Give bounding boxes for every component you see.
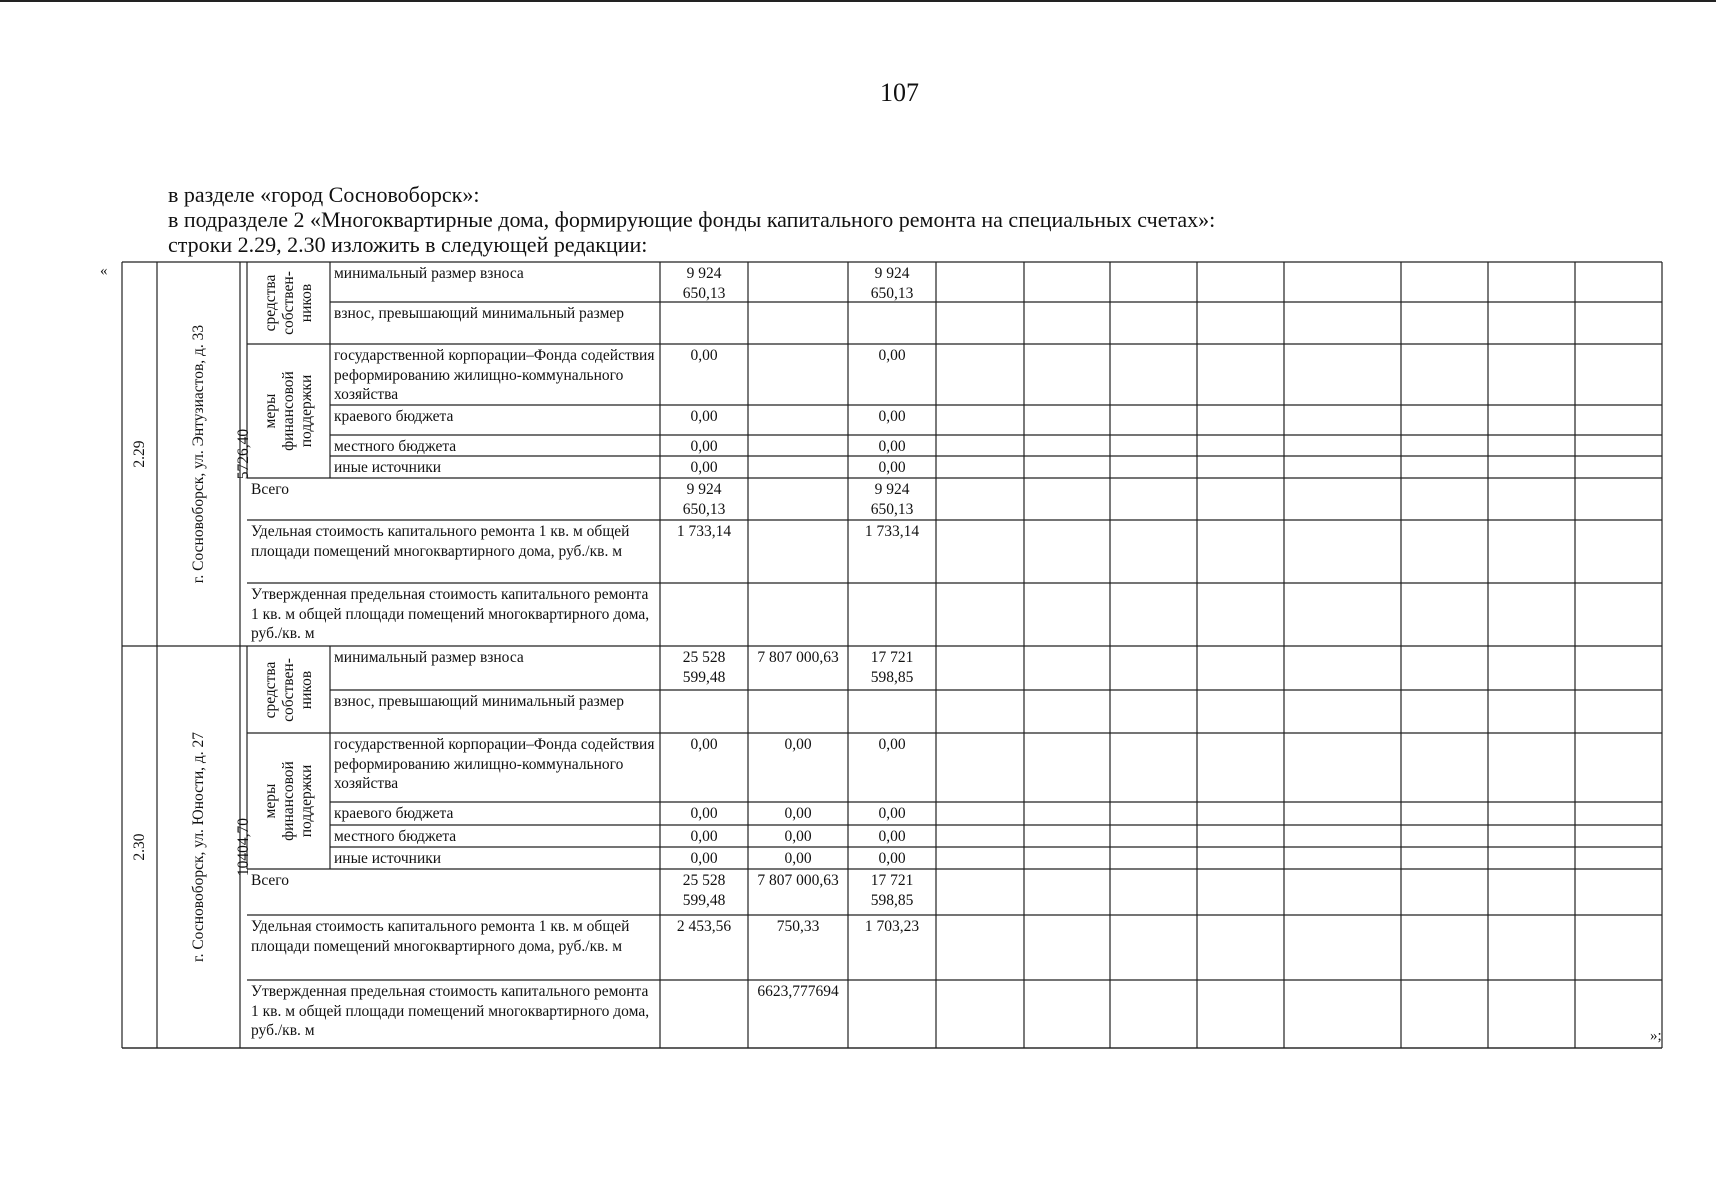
value-fund-0: 0,00	[690, 736, 718, 753]
owners-funds-label: средства собствен- ников	[261, 657, 315, 722]
value-min-2: 17 721 598,85	[870, 649, 914, 686]
value-fund-2: 0,00	[878, 347, 906, 364]
value-min-0: 9 924 650,13	[682, 265, 726, 301]
value-other-0: 0,00	[690, 459, 718, 476]
value-total-2: 17 721 598,85	[870, 872, 914, 909]
value-local-1	[752, 437, 844, 455]
value-unit-0: 1 733,14	[676, 523, 732, 540]
value-limit-1	[752, 585, 844, 645]
value-local-0: 0,00	[690, 438, 718, 455]
value-unit-1: 750,33	[776, 918, 820, 935]
value-unit-0: 2 453,56	[676, 918, 732, 935]
value-total-0: 25 528 599,48	[682, 872, 726, 909]
value-unit-2: 1 703,23	[864, 918, 920, 935]
row-label-total: Всего	[251, 481, 290, 498]
value-min-0: 25 528 599,48	[682, 649, 726, 686]
value-local-0: 0,00	[690, 828, 718, 845]
opening-quote: «	[100, 263, 108, 279]
row-area: 10404,70	[234, 817, 252, 877]
intro-section: в разделе «город Сосновоборск»:	[168, 182, 480, 207]
row-number-2.29: 2.29	[130, 440, 148, 468]
financial-support-label: меры финансовой поддержки	[261, 371, 315, 451]
value-fund-2: 0,00	[878, 736, 906, 753]
source-label-min: минимальный размер взноса	[334, 649, 524, 666]
value-fund-0: 0,00	[690, 347, 718, 364]
value-min-2: 9 924 650,13	[870, 265, 914, 301]
value-limit-2	[852, 585, 932, 645]
value-local-1: 0,00	[784, 828, 812, 845]
source-label-other: иные источники	[334, 459, 442, 476]
value-excess-1	[752, 692, 844, 732]
source-label-excess: взнос, превышающий минимальный размер	[334, 305, 625, 322]
row-address: г. Сосновоборск, ул. Юности, д. 27	[189, 731, 207, 963]
value-limit-0	[664, 585, 744, 645]
value-total-1: 7 807 000,63	[757, 872, 839, 889]
financial-support-label: меры финансовой поддержки	[261, 761, 315, 841]
value-min-1: 7 807 000,63	[757, 649, 839, 666]
source-label-min: минимальный размер взноса	[334, 265, 524, 282]
value-min-1	[752, 264, 844, 301]
value-total-2: 9 924 650,13	[870, 481, 914, 518]
source-label-regional: краевого бюджета	[334, 408, 454, 425]
value-excess-2	[852, 304, 932, 343]
source-label-other: иные источники	[334, 850, 442, 867]
value-excess-0	[664, 304, 744, 343]
page-number: 107	[880, 78, 919, 107]
source-label-fund: государственной корпорации–Фонда содействия реформированию жилищно-коммунального хозяйства	[334, 347, 655, 403]
intro-subsection: в подразделе 2 «Многоквартирные дома, формирующие фонды капитального ремонта на специальных счетах»:	[168, 207, 1216, 232]
row-label-limit: Утвержденная предельная стоимость капитального ремонта 1 кв. м общей площади помещений многоквартирного дома, руб./кв. м	[251, 983, 650, 1039]
value-local-2: 0,00	[878, 438, 906, 455]
value-excess-2	[852, 692, 932, 732]
source-label-fund: государственной корпорации–Фонда содействия реформированию жилищно-коммунального хозяйства	[334, 736, 655, 792]
value-regional-1: 0,00	[784, 805, 812, 822]
value-other-2: 0,00	[878, 459, 906, 476]
value-fund-1	[752, 346, 844, 404]
row-area: 5726,40	[234, 428, 252, 480]
value-limit-0	[664, 982, 744, 1047]
source-label-local: местного бюджета	[334, 828, 457, 845]
value-regional-0: 0,00	[690, 805, 718, 822]
value-unit-1	[752, 522, 844, 582]
row-number-2.30: 2.30	[130, 833, 148, 861]
value-other-1	[752, 458, 844, 477]
row-address: г. Сосновоборск, ул. Энтузиастов, д. 33	[189, 324, 207, 584]
value-unit-2: 1 733,14	[864, 523, 920, 540]
value-regional-0: 0,00	[690, 408, 718, 425]
value-fund-1: 0,00	[784, 736, 812, 753]
value-regional-1	[752, 407, 844, 434]
row-label-total: Всего	[251, 872, 290, 889]
source-label-local: местного бюджета	[334, 438, 457, 455]
value-local-2: 0,00	[878, 828, 906, 845]
source-label-regional: краевого бюджета	[334, 805, 454, 822]
source-label-excess: взнос, превышающий минимальный размер	[334, 693, 625, 710]
row-label-unit: Удельная стоимость капитального ремонта 1 кв. м общей площади помещений многоквартирного дома, руб./кв. м	[251, 523, 630, 560]
value-total-0: 9 924 650,13	[682, 481, 726, 518]
value-excess-1	[752, 304, 844, 343]
value-limit-2	[852, 982, 932, 1047]
owners-funds-label: средства собствен- ников	[261, 271, 315, 335]
value-excess-0	[664, 692, 744, 732]
value-regional-2: 0,00	[878, 408, 906, 425]
value-regional-2: 0,00	[878, 805, 906, 822]
value-other-0: 0,00	[690, 850, 718, 867]
value-total-1	[752, 480, 844, 519]
row-label-limit: Утвержденная предельная стоимость капитального ремонта 1 кв. м общей площади помещений многоквартирного дома, руб./кв. м	[251, 586, 650, 642]
value-limit-1: 6623,777694	[757, 983, 839, 1000]
closing-quote: »;	[1650, 1028, 1662, 1044]
value-other-2: 0,00	[878, 850, 906, 867]
value-other-1: 0,00	[784, 850, 812, 867]
row-label-unit: Удельная стоимость капитального ремонта 1 кв. м общей площади помещений многоквартирного дома, руб./кв. м	[251, 918, 630, 955]
intro-instruction: строки 2.29, 2.30 изложить в следующей редакции:	[168, 232, 648, 257]
